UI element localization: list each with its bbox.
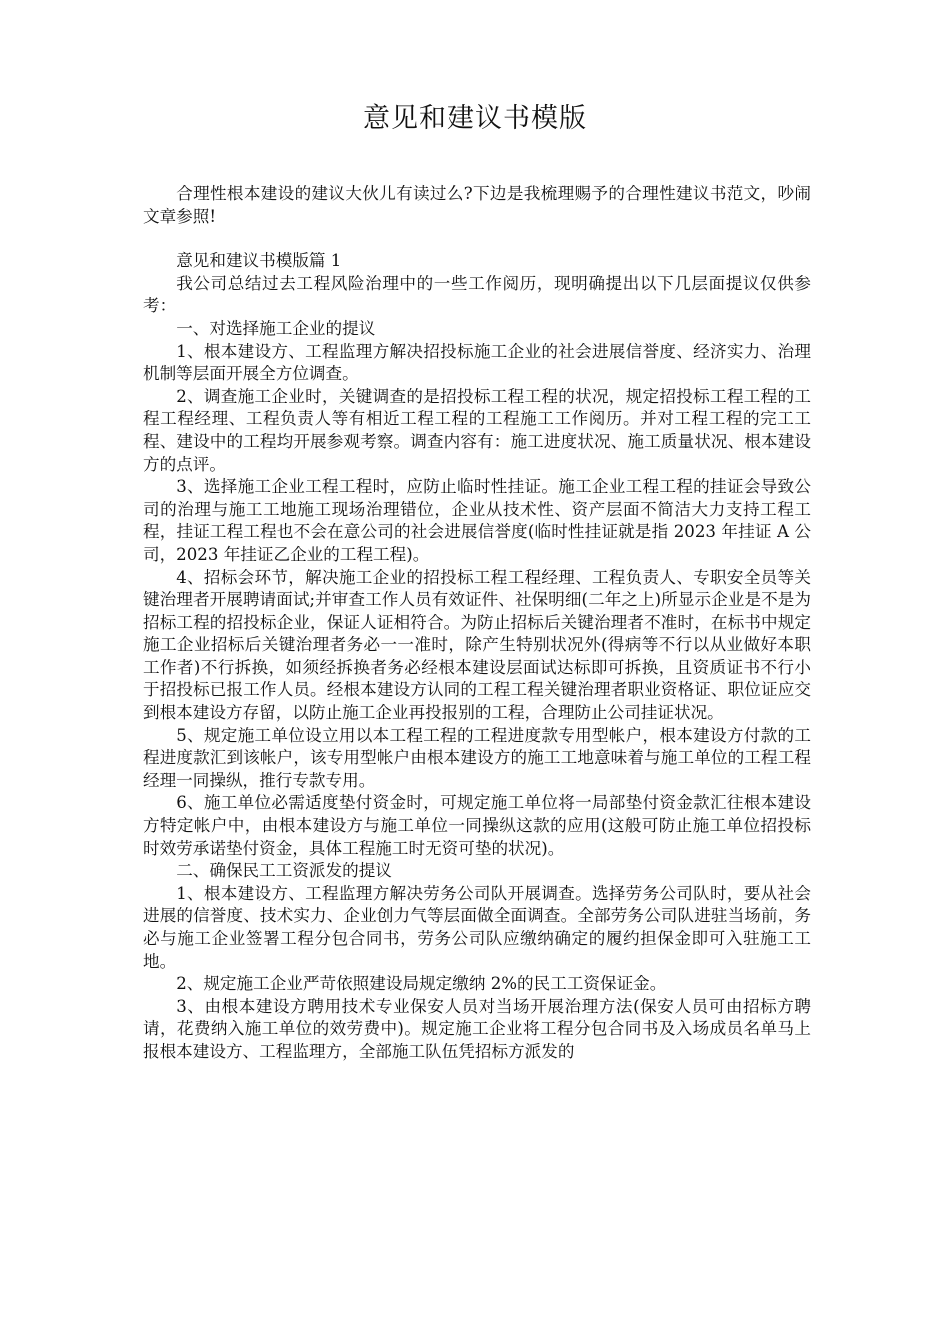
- body-paragraph: 我公司总结过去工程风险治理中的一些工作阅历，现明确提出以下几层面提议仅供参考：: [143, 273, 811, 316]
- body-paragraph: 3、选择施工企业工程工程时，应防止临时性挂证。施工企业工程工程的挂证会导致公司的治理与施工工地施工现场治理错位，企业从技术性、资产层面不简洁大力支持工程工程，挂证工程工程也不会在意公司的社会进展信誉度(临时性挂证就是指 2023 年挂证 A 公司，2023 年挂证乙企业的工程工程)。: [143, 477, 811, 564]
- body-paragraph: 5、规定施工单位设立用以本工程工程的工程进度款专用型帐户，根本建设方付款的工程进度款汇到该帐户，该专用型帐户由根本建设方的施工工地意味着与施工单位的工程工程经理一同操纵，推行专款专用。: [143, 725, 811, 790]
- subheading-one: 一、对选择施工企业的提议: [176, 318, 376, 338]
- body-paragraph: 4、招标会环节，解决施工企业的招投标工程工程经理、工程负责人、专职安全员等关键治理者开展聘请面试;并审查工作人员有效证件、社保明细(二年之上)所显示企业是不是为招标工程的招投标企业，保证人证相符合。为防止招标后关键治理者不准时，在标书中规定施工企业招标后关键治理者务必一一准时，除产生特别状况外(得病等不行以从业做好本职工作者)不行拆换，如须经拆换者务必经根本建设层面试达标即可拆换，且资质证书不行小于招投标已报工作人员。经根本建设方认同的工程工程关键治理者职业资格证、职位证应交到根本建设方存留，以防止施工企业再投报别的工程，合理防止公司挂证状况。: [143, 567, 811, 723]
- section-heading: 意见和建议书模版篇 1: [176, 251, 342, 271]
- document-body: [143, 183, 811, 1064]
- document-title: 意见和建议书模版: [363, 103, 587, 134]
- intro-paragraph: 合理性根本建设的建议大伙儿有读过么?下边是我梳理赐予的合理性建议书范文，吵闹文章参照!: [143, 184, 811, 226]
- body-paragraph: 1、根本建设方、工程监理方解决劳务公司队开展调查。选择劳务公司队时，要从社会进展的信誉度、技术实力、企业创力气等层面做全面调查。全部劳务公司队进驻当场前，务必与施工企业签署工程分包合同书，劳务公司队应缴纳确定的履约担保金即可入驻施工工地。: [143, 883, 811, 971]
- body-paragraph: 6、施工单位必需适度垫付资金时，可规定施工单位将一局部垫付资金款汇往根本建设方特定帐户中，由根本建设方与施工单位一同操纵这款的应用(这般可防止施工单位招投标时效劳承诺垫付资金，具体工程施工时无资可垫的状况)。: [143, 793, 811, 858]
- body-paragraph: 2、调查施工企业时，关键调查的是招投标工程工程的状况，规定招投标工程工程的工程工程经理、工程负责人等有相近工程工程的工程施工工作阅历。并对工程工程的完工工程、建设中的工程均开展参观考察。调查内容有：施工进度状况、施工质量状况、根本建设方的点评。: [143, 386, 811, 474]
- body-paragraph: 3、由根本建设方聘用技术专业保安人员对当场开展治理方法(保安人员可由招标方聘请，花费纳入施工单位的效劳费中)。规定施工企业将工程分包合同书及入场成员名单马上报根本建设方、工程监理方，全部施工队伍凭招标方派发的: [143, 996, 811, 1061]
- body-paragraph: 1、根本建设方、工程监理方解决招投标施工企业的社会进展信誉度、经济实力、治理机制等层面开展全方位调查。: [143, 341, 811, 384]
- body-paragraph: 2、规定施工企业严苛依照建设局规定缴纳 2%的民工工资保证金。: [176, 974, 667, 994]
- subheading-two: 二、确保民工工资派发的提议: [176, 861, 392, 881]
